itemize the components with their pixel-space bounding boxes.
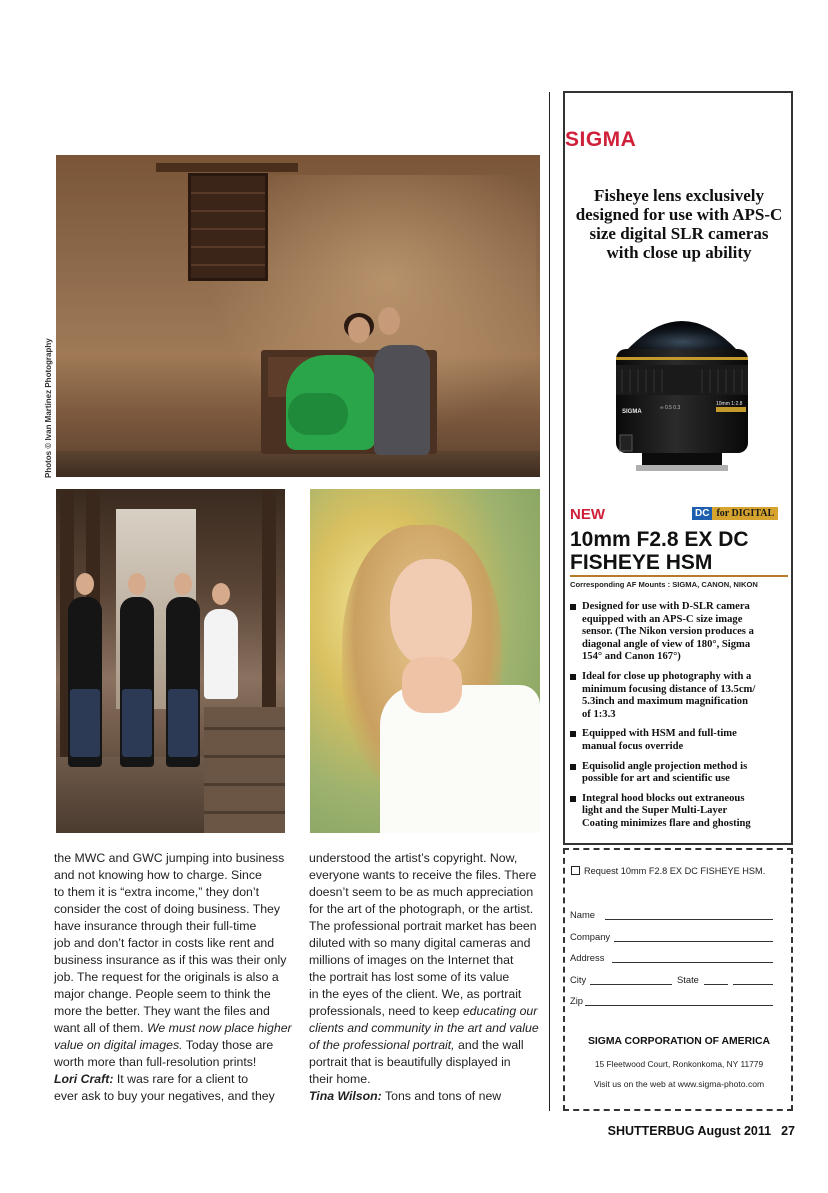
girl-portrait-photo bbox=[310, 489, 540, 833]
state-field-label: State bbox=[677, 974, 699, 985]
feature-text: light and the Super Multi-Layer bbox=[582, 805, 728, 817]
address-field-label: Address bbox=[570, 952, 605, 963]
text-line bbox=[309, 935, 541, 952]
wooden-window bbox=[188, 173, 268, 281]
text-line bbox=[309, 884, 541, 901]
lens-hood bbox=[626, 321, 738, 351]
text-run: to them it is “extra income,” they don’t bbox=[54, 885, 260, 899]
woman-figure bbox=[204, 609, 238, 699]
feature-text: diagonal angle of view of 180°, Sigma bbox=[582, 638, 751, 650]
text-line bbox=[54, 1071, 286, 1088]
text-run: major change. People seem to think the bbox=[54, 987, 271, 1001]
woman-face bbox=[348, 317, 370, 343]
photo-credit: Photos © Ivan Martinez Photography bbox=[44, 338, 53, 478]
man-figure bbox=[374, 345, 430, 455]
text-run: ever ask to buy your negatives, and they bbox=[54, 1089, 275, 1103]
girl-face bbox=[390, 559, 472, 667]
text-line bbox=[54, 1088, 286, 1105]
text-line bbox=[309, 1054, 541, 1071]
state-field[interactable] bbox=[704, 984, 728, 985]
text-line bbox=[309, 1020, 541, 1037]
text-run: business insurance as if this was their only bbox=[54, 953, 287, 967]
text-line bbox=[54, 850, 286, 867]
text-line bbox=[54, 969, 286, 986]
zip-field-label: Zip bbox=[570, 995, 584, 1006]
new-label: NEW bbox=[570, 506, 605, 523]
man-face bbox=[378, 307, 400, 335]
feature-text: Designed for use with D-SLR camera bbox=[582, 601, 750, 612]
text-line bbox=[54, 1037, 286, 1054]
text-run: Lori Craft: bbox=[54, 1072, 114, 1086]
feature-text: sensor. (The Nikon version produces a bbox=[582, 626, 754, 638]
text-run: job. The request for the originals is also a bbox=[54, 970, 279, 984]
text-line bbox=[309, 1088, 541, 1105]
face bbox=[174, 573, 192, 595]
feature-list bbox=[570, 601, 790, 838]
page-footer bbox=[540, 1124, 795, 1138]
text-run: and the wall bbox=[454, 1038, 524, 1052]
text-run: the portrait has lost some of its value bbox=[309, 970, 510, 984]
company-name: SIGMA CORPORATION OF AMERICA bbox=[587, 1036, 771, 1047]
text-run: portrait that is beautifully displayed in bbox=[309, 1055, 511, 1069]
text-run: The professional portrait market has been bbox=[309, 919, 537, 933]
text-run: clients and community in the art and value bbox=[309, 1021, 539, 1035]
company-field[interactable] bbox=[614, 941, 773, 942]
text-line bbox=[54, 952, 286, 969]
text-run: professionals, need to keep bbox=[309, 1004, 463, 1018]
text-line bbox=[309, 952, 541, 969]
text-run: of the professional portrait, bbox=[309, 1038, 455, 1052]
column-divider bbox=[549, 92, 550, 1111]
publication-name: SHUTTERBUG bbox=[607, 1124, 695, 1138]
text-line bbox=[54, 986, 286, 1003]
text-run: everyone wants to receive the files. There bbox=[309, 868, 537, 882]
text-line bbox=[54, 1054, 286, 1071]
text-run: It was rare for a client to bbox=[113, 1072, 249, 1086]
couple-photo bbox=[56, 155, 540, 477]
feature-text: Equisolid angle projection method is bbox=[582, 760, 748, 772]
text-line bbox=[309, 918, 541, 935]
lens-scale-mark: ∞ 0.5 0.3 bbox=[660, 405, 681, 411]
wooden-crate bbox=[204, 707, 285, 833]
text-run: for the art of the photograph, or the artist. bbox=[309, 902, 534, 916]
company-field-label: Company bbox=[570, 931, 611, 942]
text-line bbox=[54, 1020, 292, 1037]
feature-text: Coating minimizes flare and ghosting bbox=[582, 817, 751, 829]
feature-text: possible for art and scientific use bbox=[582, 773, 730, 785]
green-dress-fold bbox=[288, 393, 348, 435]
focus-ring bbox=[616, 365, 748, 395]
city-field[interactable] bbox=[590, 984, 672, 985]
name-field-label: Name bbox=[570, 909, 596, 920]
face bbox=[128, 573, 146, 595]
gold-ring bbox=[616, 357, 748, 360]
feature-text: 5.3inch and maximum magnification bbox=[582, 696, 748, 708]
feature-bullet bbox=[570, 793, 790, 831]
mount-ring bbox=[636, 465, 728, 471]
feature-bullet bbox=[570, 601, 790, 664]
text-run: more the better. They want the files and bbox=[54, 1004, 270, 1018]
feature-bullet bbox=[570, 761, 790, 786]
bullet-square-icon bbox=[570, 674, 576, 680]
af-mounts: Corresponding AF Mounts : SIGMA, CANON, NIKON bbox=[570, 580, 758, 589]
text-line bbox=[54, 918, 286, 935]
issue-date: August 2011 bbox=[697, 1124, 772, 1138]
text-run: consider the cost of doing business. They bbox=[54, 902, 281, 916]
text-run: and not knowing how to charge. Since bbox=[54, 868, 262, 882]
zip-field[interactable] bbox=[585, 1005, 773, 1006]
feature-text: Integral hood blocks out extraneous bbox=[582, 792, 745, 804]
text-run: the MWC and GWC jumping into business bbox=[54, 851, 285, 865]
text-line bbox=[54, 884, 286, 901]
text-run: Tons and tons of new bbox=[381, 1089, 502, 1103]
text-run: value on digital images. bbox=[54, 1038, 183, 1052]
bullet-square-icon bbox=[570, 604, 576, 610]
text-line bbox=[54, 901, 286, 918]
text-run: job and don’t factor in costs like rent and bbox=[54, 936, 275, 950]
text-line bbox=[54, 935, 286, 952]
feature-text: of 1:3.3 bbox=[582, 708, 616, 720]
text-run: Today those are bbox=[182, 1038, 274, 1052]
bullet-square-icon bbox=[570, 731, 576, 737]
hands bbox=[402, 657, 462, 713]
text-run: educating our bbox=[462, 1004, 538, 1018]
jeans bbox=[70, 689, 100, 757]
text-line bbox=[309, 1037, 541, 1054]
lens-mount bbox=[642, 453, 722, 467]
city-field-label: City bbox=[570, 974, 587, 985]
name-field[interactable] bbox=[605, 919, 773, 920]
text-line bbox=[54, 1003, 286, 1020]
face bbox=[212, 583, 230, 605]
company-website[interactable]: Visit us on the web at www.sigma-photo.com bbox=[593, 1079, 765, 1089]
feature-text: Ideal for close up photography with a bbox=[582, 670, 752, 682]
body-column-middle bbox=[309, 850, 541, 1105]
text-run: want all of them. bbox=[54, 1021, 147, 1035]
text-line bbox=[309, 969, 541, 986]
feature-text: manual focus override bbox=[582, 740, 684, 752]
text-line bbox=[309, 867, 541, 884]
ground bbox=[56, 451, 540, 477]
page-number: 27 bbox=[781, 1124, 795, 1138]
product-rule bbox=[570, 575, 788, 577]
face bbox=[76, 573, 94, 595]
text-run: have insurance through their full-time bbox=[54, 919, 257, 933]
lens-focal-mark: 10mm 1:2.8 bbox=[716, 401, 743, 407]
body-column-left bbox=[54, 850, 292, 1105]
request-checkbox-row[interactable]: Request 10mm F2.8 EX DC FISHEYE HSM. bbox=[571, 866, 765, 876]
text-run: their home. bbox=[309, 1072, 371, 1086]
dc-for-digital-badge: DC for DIGITAL bbox=[692, 507, 778, 520]
text-run: millions of images on the Internet that bbox=[309, 953, 514, 967]
jeans bbox=[168, 689, 198, 757]
text-line bbox=[309, 1071, 541, 1088]
bullet-square-icon bbox=[570, 764, 576, 770]
af-mf-switch bbox=[620, 435, 632, 451]
text-run: Tina Wilson: bbox=[309, 1089, 382, 1103]
lens-brand-mark: SIGMA bbox=[622, 409, 642, 415]
text-line bbox=[309, 1003, 541, 1020]
text-run: in the eyes of the client. We, as portrait bbox=[309, 987, 522, 1001]
address-field[interactable] bbox=[612, 962, 773, 963]
white-shirt bbox=[380, 685, 540, 833]
family-photo bbox=[56, 489, 285, 833]
window-lintel bbox=[156, 163, 298, 172]
product-name: 10mm F2.8 EX DC FISHEYE HSM bbox=[570, 528, 749, 574]
sigma-logo: SIGMA bbox=[565, 128, 637, 151]
lens-gold-label bbox=[716, 407, 746, 412]
text-run: worth more than full-resolution prints! bbox=[54, 1055, 257, 1069]
fisheye-lens-image bbox=[612, 305, 752, 483]
text-line bbox=[309, 850, 541, 867]
feature-text: Equipped with HSM and full-time bbox=[582, 728, 737, 740]
state-field-extra[interactable] bbox=[733, 984, 773, 985]
text-line bbox=[309, 986, 541, 1003]
feature-text: minimum focusing distance of 13.5cm/ bbox=[582, 683, 756, 695]
feature-bullet bbox=[570, 671, 790, 721]
text-run: understood the artist’s copyright. Now, bbox=[309, 851, 518, 865]
ad-headline: Fisheye lens exclusively designed for use with APS-C size digital SLR cameras with close up ability bbox=[575, 186, 783, 262]
jeans bbox=[122, 689, 152, 757]
feature-bullet bbox=[570, 728, 790, 753]
text-run: We must now place higher bbox=[146, 1021, 292, 1035]
request-checkbox[interactable] bbox=[571, 866, 580, 875]
feature-text: 154° and Canon 167°) bbox=[582, 651, 681, 663]
bullet-square-icon bbox=[570, 796, 576, 802]
text-run: doesn’t seem to be as much appreciation bbox=[309, 885, 534, 899]
text-run: diluted with so many digital cameras and bbox=[309, 936, 531, 950]
text-line bbox=[309, 901, 541, 918]
text-line bbox=[54, 867, 286, 884]
feature-text: equipped with an APS-C size image bbox=[582, 613, 743, 625]
company-address: 15 Fleetwood Court, Ronkonkoma, NY 11779 bbox=[594, 1059, 764, 1069]
